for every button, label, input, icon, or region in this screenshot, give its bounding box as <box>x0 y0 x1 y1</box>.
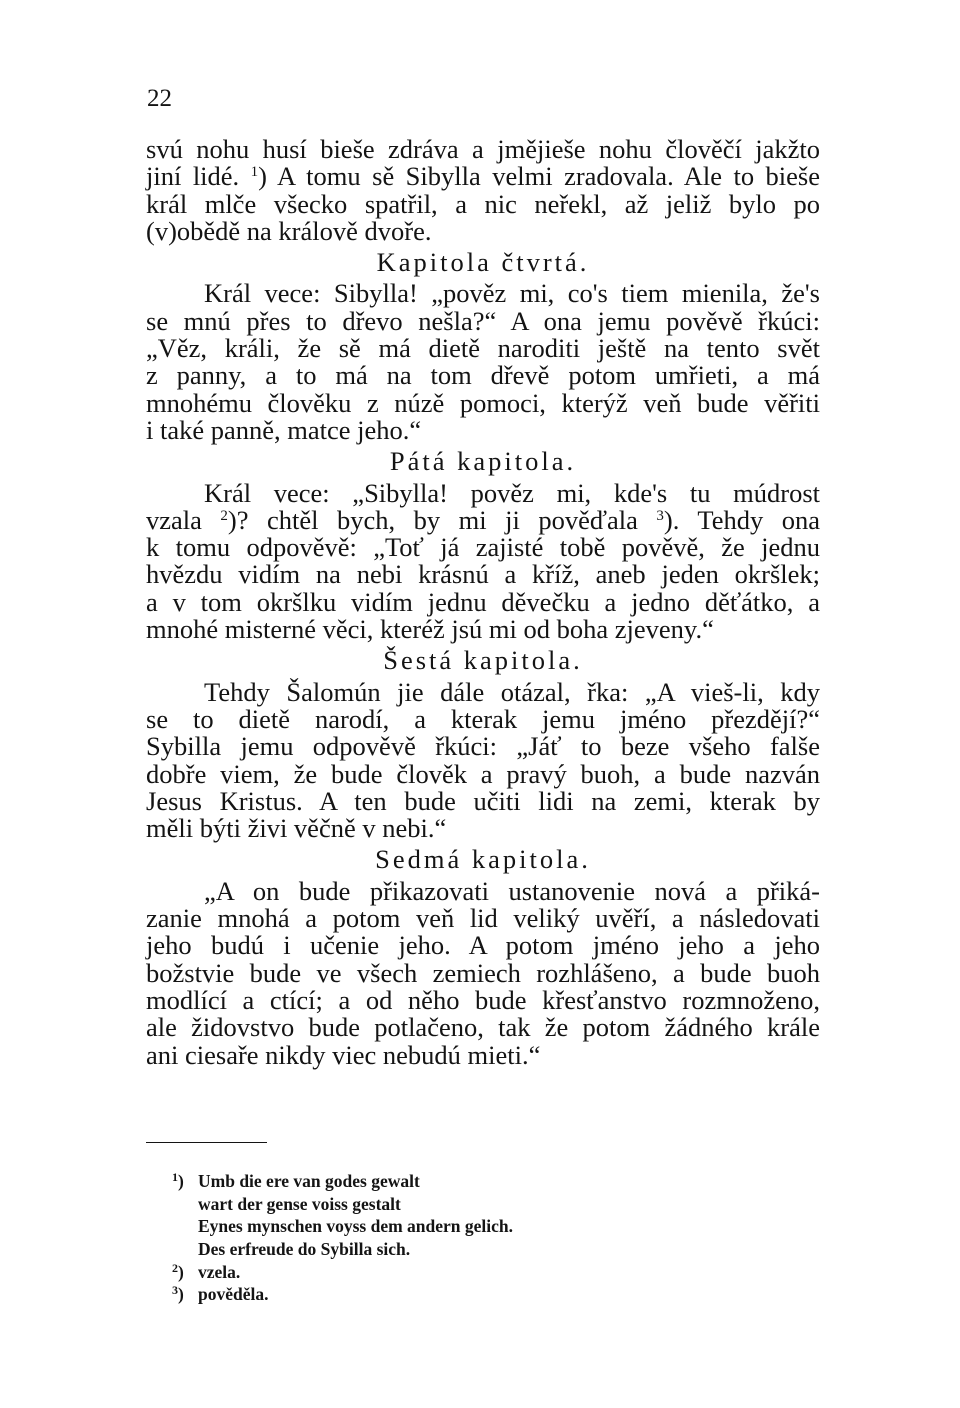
footnote-line: Des erfreude do Sybilla sich. <box>198 1239 411 1260</box>
text-line: a v tom okršlku vidím jednu děvečku a jedno děťátko, a <box>146 586 820 617</box>
text-line: božstvie bude ve všech zemiech rozhlášeno, a bude buoh <box>146 957 820 988</box>
footnote-line: $^2$) vzela. <box>172 1260 241 1282</box>
text-line: mnohé misterné věci, kteréž jsú mi od boha zjeveny.“ <box>146 614 714 645</box>
text-line: zanie mnohá a potom veň lid veliký uvěří, a následovati <box>146 903 820 934</box>
text-line: i také panně, matce jeho.“ <box>146 414 422 445</box>
footnote-divider <box>146 1142 267 1143</box>
text-line: Jesus Kristus. A ten bude učiti lidi na zemi, kterak by <box>146 785 820 816</box>
text-line: z panny, a to má na tom dřevě potom umřieti, a má <box>146 360 820 391</box>
chapter-heading: Šestá kapitola. <box>383 645 583 676</box>
text-line: Král vece: „Sibylla! pověz mi, kde's tu múdrost <box>204 477 820 508</box>
text-line: modlící a ctící; a od něho bude křesťanstvo rozmnoženo, <box>146 984 820 1015</box>
footnote-line: Eynes mynschen voyss dem andern gelich. <box>198 1216 514 1237</box>
chapter-heading: Kapitola čtvrtá. <box>376 247 590 278</box>
footnote-mark: 1 <box>172 1170 178 1184</box>
text-line: vzala $^2$)? chtěl bych, by mi ji pověďala $^3$). Tehdy ona <box>146 504 820 535</box>
chapter-heading: Sedmá kapitola. <box>375 844 591 875</box>
footnote-line: wart der gense voiss gestalt <box>198 1193 401 1214</box>
footnote-ref: 3 <box>656 507 664 524</box>
text-line: ale židovstvo bude potlačeno, tak že potom žádného krále <box>146 1012 820 1043</box>
text-line: ani ciesaře nikdy viec nebudú mieti.“ <box>146 1039 541 1070</box>
body-text <box>146 136 820 1069</box>
text-line: „Věz, králi, že sě má dietě naroditi ještě na tento svět <box>146 333 820 364</box>
page-number: 22 <box>147 85 172 112</box>
text-line: měli býti živi věčně v nebi.“ <box>146 813 447 844</box>
text-line: Tehdy Šalomún jie dále otázal, řka: „A vieš-li, kdy <box>204 676 820 707</box>
footnote-line: $^3$) pověděla. <box>172 1283 269 1305</box>
text-line: „A on bude přikazovati ustanovenie nová a přiká- <box>204 875 820 906</box>
text-line: jiní lidé. $^1$) A tomu sě Sibylla velmi zradovala. Ale to bieše <box>146 161 821 192</box>
footnote-mark: 3 <box>172 1283 178 1298</box>
text-line: se to dietě narodí, a kterak jemu jméno přezdějí?“ <box>146 703 820 734</box>
text-line: král mlče všecko spatřil, a nic neřekl, až jeliž bylo po <box>146 188 820 219</box>
footnote-line: $^1$) Umb die ere van godes gewalt <box>172 1170 420 1191</box>
text-line: k tomu odpověvě: „Toť já zajisté tobě pověvě, že jednu <box>146 532 820 563</box>
footnotes <box>172 1170 692 1306</box>
text-line: dobře viem, že bude člověk a pravý buoh, a bude nazván <box>146 758 820 789</box>
footnote-ref: 2 <box>220 507 228 524</box>
footnote-mark: 2 <box>172 1260 178 1275</box>
text-line: mnohému člověku z núzě pomoci, kterýž veň bude věřiti <box>146 387 820 418</box>
text-line: Sybilla jemu odpověvě řkúci: „Jáť to beze všeho falše <box>146 731 820 762</box>
text-line: svú nohu husí bieše zdráva a jmějieše nohu člověčí jakžto <box>146 134 820 164</box>
chapter-heading: Pátá kapitola. <box>389 446 577 477</box>
text-line: Král vece: Sibylla! „pověz mi, co's tiem mienila, že's <box>204 278 820 309</box>
text-line: se mnú přes to dřevo nešla?“ A ona jemu pověvě řkúci: <box>146 305 820 336</box>
footnote-ref: 1 <box>250 164 259 181</box>
text-line: (v)obědě na králově dvoře. <box>146 215 432 246</box>
text-line: hvězdu vidím na nebi krásnú a kříž, aneb jeden okršlek; <box>146 559 820 590</box>
text-line: jeho budú i učenie jeho. A potom jméno jeho a jeho <box>146 930 820 961</box>
